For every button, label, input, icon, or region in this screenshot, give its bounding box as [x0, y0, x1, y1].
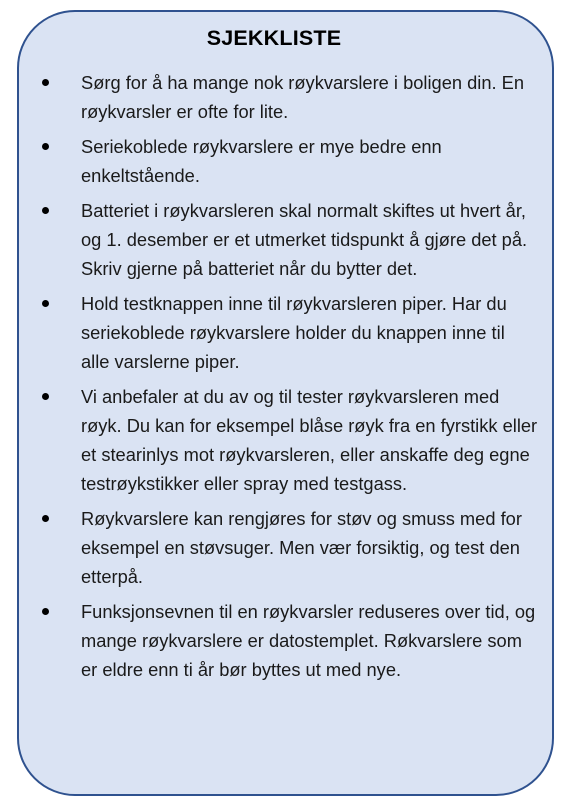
checklist-item — [19, 68, 552, 126]
checklist-item — [19, 132, 552, 190]
checklist-item-text: Seriekoblede røykvarslere er mye bedre enn enkeltstående. — [81, 136, 442, 186]
checklist-item-text: Batteriet i røykvarsleren skal normalt skiftes ut hvert år, og 1. desember er et utmerket tidspunkt å gjøre det på. Skriv gjerne på batteriet når du bytter det. — [81, 200, 528, 279]
checklist-item — [19, 597, 552, 684]
bullet-icon — [42, 207, 49, 214]
checklist-title — [19, 26, 552, 51]
checklist-item-text: Røykvarslere kan rengjøres for støv og smuss med for eksempel en støvsuger. Men vær forsiktig, og test den etterpå. — [81, 508, 522, 587]
checklist-item-text: Hold testknappen inne til røykvarsleren piper. Har du seriekoblede røykvarslere holder du knappen inne til alle varslerne piper. — [81, 293, 507, 372]
checklist-item-text: Sørg for å ha mange nok røykvarslere i boligen din. En røykvarsler er ofte for lite. — [81, 72, 525, 122]
checklist-item-text: Vi anbefaler at du av og til tester røykvarsleren med røyk. Du kan for eksempel blåse røyk fra en fyrstikk eller et stearinlys mot røykvarsleren, eller anskaffe deg egne testrøykstikker eller spray med testgass. — [81, 386, 538, 494]
checklist-item-text: Funksjonsevnen til en røykvarsler reduseres over tid, og mange røykvarslere er datostemplet. Røkvarslere som er eldre enn ti år bør byttes ut med nye. — [81, 601, 536, 680]
bullet-icon — [42, 515, 49, 522]
checklist-item — [19, 382, 552, 498]
checklist-item — [19, 289, 552, 376]
bullet-icon — [42, 608, 49, 615]
checklist-title-text: SJEKKLISTE — [206, 26, 342, 50]
bullet-icon — [42, 393, 49, 400]
checklist-item — [19, 196, 552, 283]
checklist-item — [19, 504, 552, 591]
checklist-list — [19, 68, 552, 690]
bullet-icon — [42, 79, 49, 86]
bullet-icon — [42, 143, 49, 150]
checklist-card — [17, 10, 554, 796]
bullet-icon — [42, 300, 49, 307]
